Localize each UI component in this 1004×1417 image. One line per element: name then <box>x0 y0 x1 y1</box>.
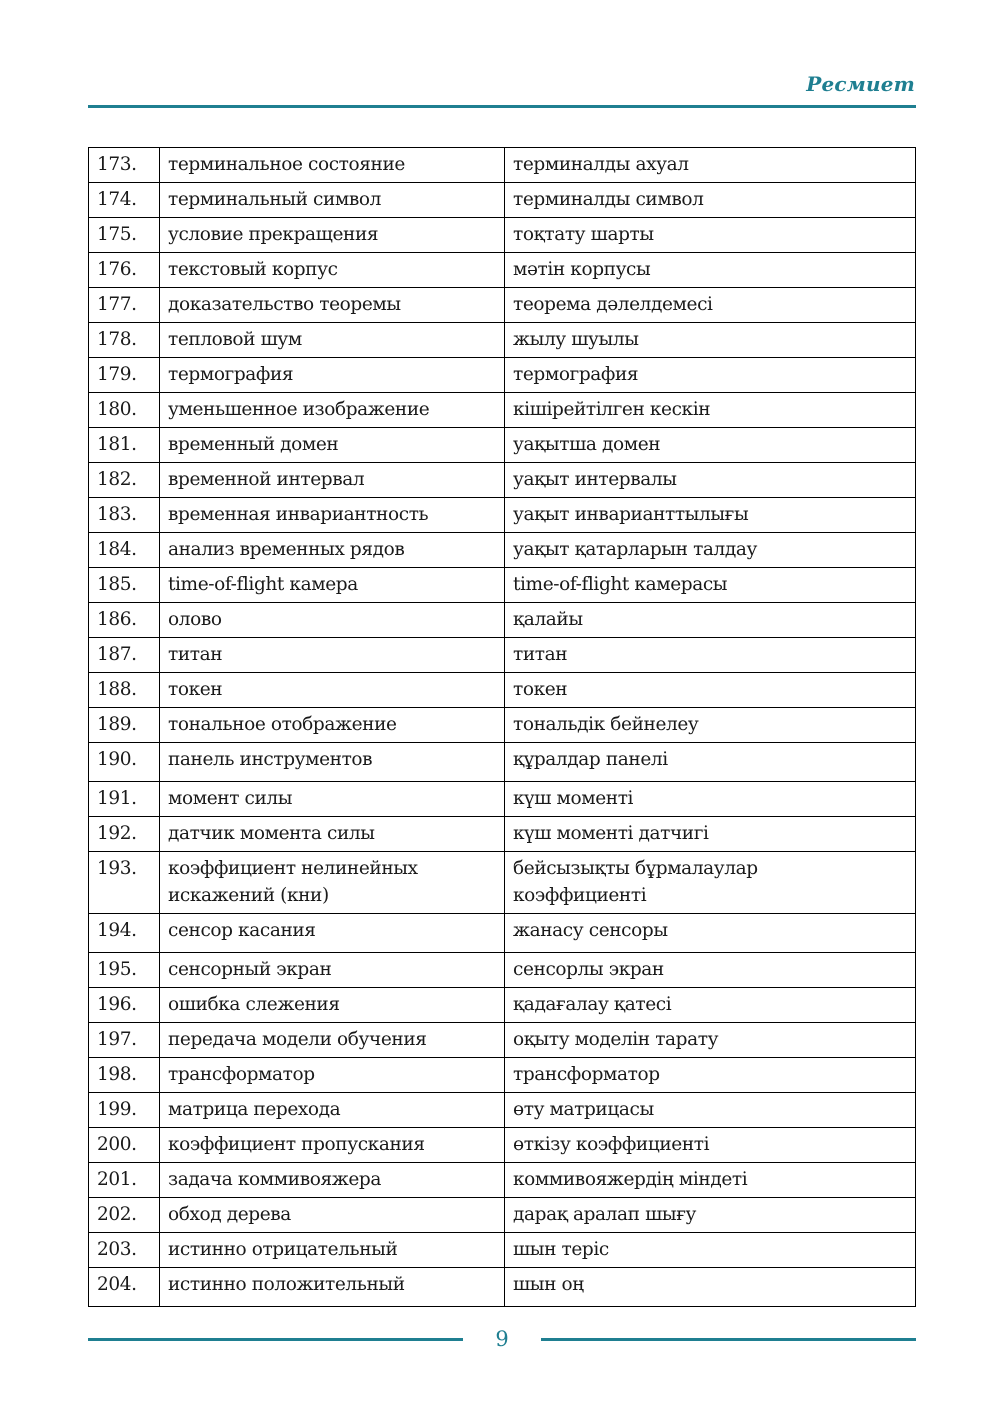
table-row <box>89 1268 916 1307</box>
kazakh-term-cell: терминалды ахуал <box>505 148 916 183</box>
russian-term-cell: обход дерева <box>160 1198 505 1233</box>
term-number-cell: 190. <box>89 743 160 782</box>
kazakh-term-cell: өткізу коэффициенті <box>505 1128 916 1163</box>
table-row <box>89 393 916 428</box>
russian-term-cell: панель инструментов <box>160 743 505 782</box>
term-number-cell: 195. <box>89 953 160 988</box>
table-row <box>89 603 916 638</box>
term-number-cell: 191. <box>89 782 160 817</box>
kazakh-term-cell: термография <box>505 358 916 393</box>
table-row <box>89 817 916 852</box>
russian-term-cell: сенсорный экран <box>160 953 505 988</box>
table-row <box>89 288 916 323</box>
kazakh-term-cell: титан <box>505 638 916 673</box>
term-number-cell: 185. <box>89 568 160 603</box>
table-row <box>89 1023 916 1058</box>
term-number-cell: 203. <box>89 1233 160 1268</box>
kazakh-term-cell: трансформатор <box>505 1058 916 1093</box>
russian-term-cell: временной интервал <box>160 463 505 498</box>
footer-divider-left <box>88 1338 463 1341</box>
term-number-cell: 188. <box>89 673 160 708</box>
term-number-cell: 202. <box>89 1198 160 1233</box>
term-number-cell: 174. <box>89 183 160 218</box>
russian-term-cell: термография <box>160 358 505 393</box>
table-row <box>89 1128 916 1163</box>
table-row <box>89 1163 916 1198</box>
russian-term-cell: доказательство теоремы <box>160 288 505 323</box>
kazakh-term-cell: жылу шуылы <box>505 323 916 358</box>
russian-term-cell: временная инвариантность <box>160 498 505 533</box>
kazakh-term-cell: шын оң <box>505 1268 916 1307</box>
kazakh-term-cell: коммивояжердің міндеті <box>505 1163 916 1198</box>
russian-term-cell: терминальное состояние <box>160 148 505 183</box>
term-number-cell: 198. <box>89 1058 160 1093</box>
russian-term-cell: датчик момента силы <box>160 817 505 852</box>
kazakh-term-cell: өту матрицасы <box>505 1093 916 1128</box>
term-number-cell: 194. <box>89 914 160 953</box>
russian-term-cell: истинно отрицательный <box>160 1233 505 1268</box>
kazakh-term-cell: дарақ аралап шығу <box>505 1198 916 1233</box>
russian-term-cell: time-of-flight камера <box>160 568 505 603</box>
table-row <box>89 673 916 708</box>
kazakh-term-cell: уақытша домен <box>505 428 916 463</box>
term-number-cell: 173. <box>89 148 160 183</box>
russian-term-cell: задача коммивояжера <box>160 1163 505 1198</box>
term-number-cell: 181. <box>89 428 160 463</box>
kazakh-term-cell: тоқтату шарты <box>505 218 916 253</box>
header-divider <box>88 105 916 108</box>
russian-term-cell: терминальный символ <box>160 183 505 218</box>
term-number-cell: 180. <box>89 393 160 428</box>
russian-term-cell: анализ временных рядов <box>160 533 505 568</box>
russian-term-cell: текстовый корпус <box>160 253 505 288</box>
table-row <box>89 568 916 603</box>
term-number-cell: 196. <box>89 988 160 1023</box>
russian-term-cell: истинно положительный <box>160 1268 505 1307</box>
russian-term-cell: условие прекращения <box>160 218 505 253</box>
table-row <box>89 428 916 463</box>
term-number-cell: 199. <box>89 1093 160 1128</box>
table-row <box>89 988 916 1023</box>
term-number-cell: 200. <box>89 1128 160 1163</box>
table-row <box>89 358 916 393</box>
term-number-cell: 184. <box>89 533 160 568</box>
term-number-cell: 177. <box>89 288 160 323</box>
kazakh-term-cell: күш моменті <box>505 782 916 817</box>
term-number-cell: 182. <box>89 463 160 498</box>
russian-term-cell: временный домен <box>160 428 505 463</box>
kazakh-term-cell: оқыту моделін тарату <box>505 1023 916 1058</box>
russian-term-cell: сенсор касания <box>160 914 505 953</box>
term-number-cell: 192. <box>89 817 160 852</box>
page-number: 9 <box>495 1327 509 1351</box>
table-row <box>89 323 916 358</box>
russian-term-cell: олово <box>160 603 505 638</box>
russian-term-cell: передача модели обучения <box>160 1023 505 1058</box>
table-row <box>89 498 916 533</box>
table-row <box>89 1093 916 1128</box>
russian-term-cell: токен <box>160 673 505 708</box>
kazakh-term-cell: кішірейтілген кескін <box>505 393 916 428</box>
term-number-cell: 187. <box>89 638 160 673</box>
russian-term-cell: трансформатор <box>160 1058 505 1093</box>
term-number-cell: 193. <box>89 852 160 914</box>
glossary-table-body <box>89 148 916 1307</box>
table-row <box>89 953 916 988</box>
kazakh-term-cell: уақыт инварианттылығы <box>505 498 916 533</box>
russian-term-cell: уменьшенное изображение <box>160 393 505 428</box>
kazakh-term-cell: теорема дәлелдемесі <box>505 288 916 323</box>
kazakh-term-cell: тональдік бейнелеу <box>505 708 916 743</box>
russian-term-cell: коэффициент нелинейных искажений (кни) <box>160 852 505 914</box>
kazakh-term-cell: токен <box>505 673 916 708</box>
kazakh-term-cell: уақыт қатарларын талдау <box>505 533 916 568</box>
term-number-cell: 183. <box>89 498 160 533</box>
kazakh-term-cell: құралдар панелі <box>505 743 916 782</box>
russian-term-cell: момент силы <box>160 782 505 817</box>
russian-term-cell: коэффициент пропускания <box>160 1128 505 1163</box>
kazakh-term-cell: сенсорлы экран <box>505 953 916 988</box>
kazakh-term-cell: жанасу сенсоры <box>505 914 916 953</box>
footer-divider-right <box>541 1338 916 1341</box>
table-row <box>89 148 916 183</box>
term-number-cell: 178. <box>89 323 160 358</box>
kazakh-term-cell: қадағалау қатесі <box>505 988 916 1023</box>
term-number-cell: 175. <box>89 218 160 253</box>
table-row <box>89 708 916 743</box>
kazakh-term-cell: уақыт интервалы <box>505 463 916 498</box>
table-row <box>89 253 916 288</box>
russian-term-cell: ошибка слежения <box>160 988 505 1023</box>
table-row <box>89 218 916 253</box>
term-number-cell: 186. <box>89 603 160 638</box>
table-row <box>89 1233 916 1268</box>
table-row <box>89 638 916 673</box>
russian-term-cell: тепловой шум <box>160 323 505 358</box>
term-number-cell: 179. <box>89 358 160 393</box>
term-number-cell: 201. <box>89 1163 160 1198</box>
table-row <box>89 463 916 498</box>
kazakh-term-cell: мәтін корпусы <box>505 253 916 288</box>
term-number-cell: 176. <box>89 253 160 288</box>
table-row <box>89 852 916 914</box>
table-row <box>89 1198 916 1233</box>
table-row <box>89 533 916 568</box>
term-number-cell: 204. <box>89 1268 160 1307</box>
kazakh-term-cell: терминалды символ <box>505 183 916 218</box>
russian-term-cell: титан <box>160 638 505 673</box>
kazakh-term-cell: time-of-flight камерасы <box>505 568 916 603</box>
kazakh-term-cell: бейсызықты бұрмалаулар коэффициенті <box>505 852 916 914</box>
table-row <box>89 743 916 782</box>
table-row <box>89 782 916 817</box>
kazakh-term-cell: қалайы <box>505 603 916 638</box>
page-header-title: Ресмиет <box>806 72 915 96</box>
glossary-table <box>88 147 916 1307</box>
kazakh-term-cell: күш моменті датчигі <box>505 817 916 852</box>
table-row <box>89 914 916 953</box>
kazakh-term-cell: шын теріс <box>505 1233 916 1268</box>
russian-term-cell: матрица перехода <box>160 1093 505 1128</box>
table-row <box>89 183 916 218</box>
term-number-cell: 197. <box>89 1023 160 1058</box>
russian-term-cell: тональное отображение <box>160 708 505 743</box>
term-number-cell: 189. <box>89 708 160 743</box>
table-row <box>89 1058 916 1093</box>
